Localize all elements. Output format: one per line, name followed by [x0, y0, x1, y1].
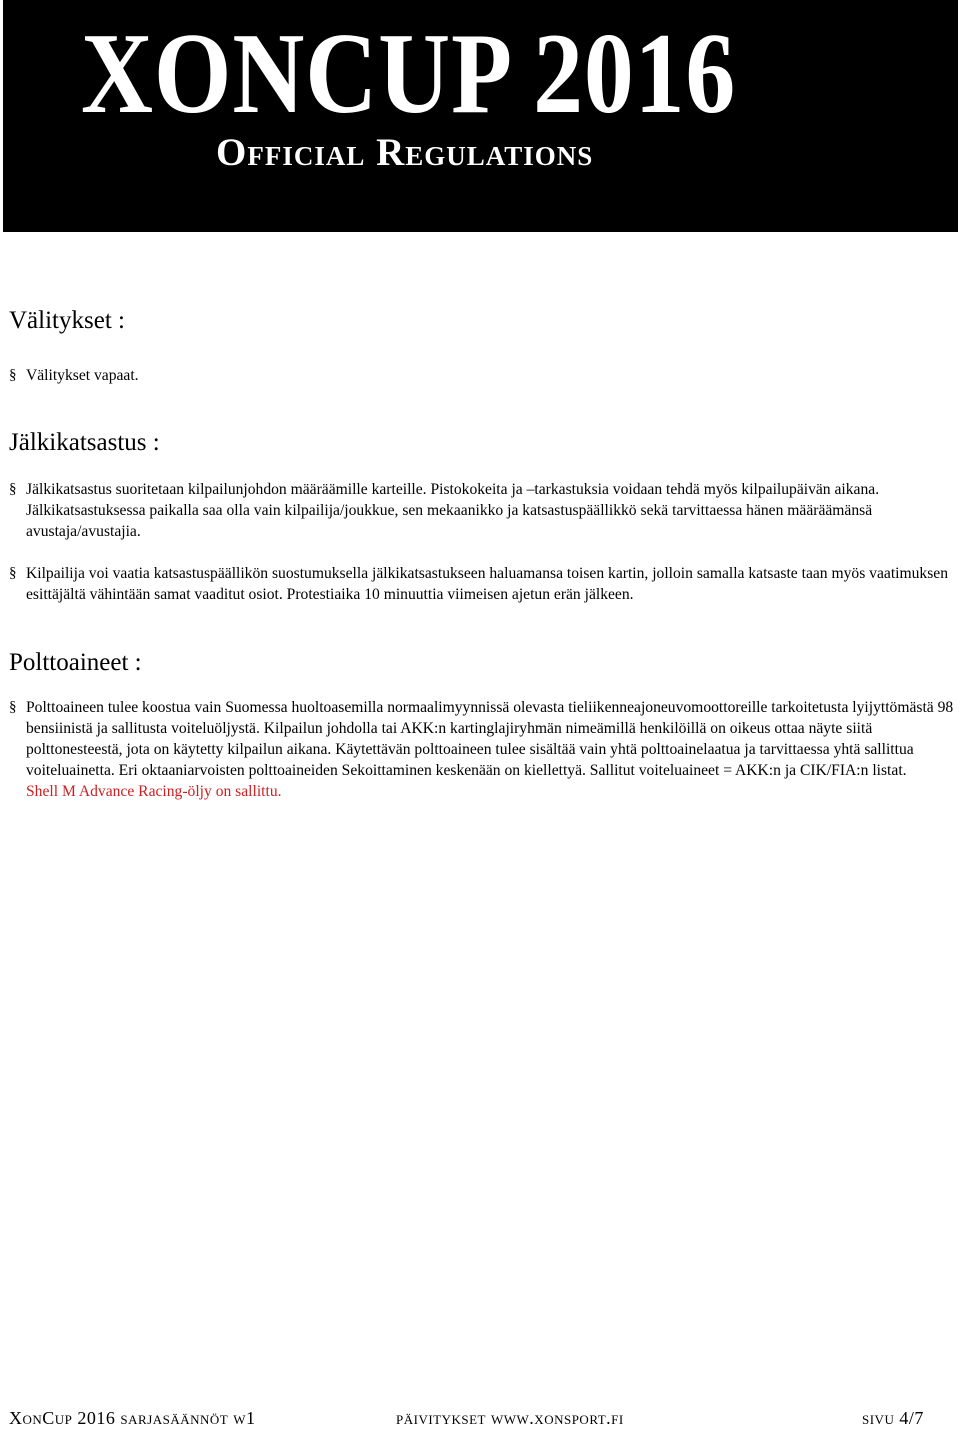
paragraph: Kilpailija voi vaatia katsastuspäällikön suostumuksella jälkikatsastukseen haluamansa toisen kartin, jolloin samalla katsaste taan myös vaatimuksen esittäjältä vähintään samat vaaditut osiot. Protestiaika 10 minuuttia viimeisen ajetun erän jälkeen.: [26, 565, 948, 603]
bullet-item: [9, 479, 954, 542]
bullet-item: [9, 697, 954, 802]
paragraph: Jälkikatsastus suoritetaan kilpailunjohdon määräämille karteille. Pistokokeita ja –tarkastuksia voidaan tehdä myös kilpailupäivän aikana. Jälkikatsastuksessa paikalla saa olla vain kilpailija/joukkue, sen mekaanikko ja katsastuspäällikkö sekä tarvittaessa hänen määräämänsä avustaja/avustajia.: [26, 481, 880, 540]
section-title-jalkikatsastus: Jälkikatsastus :: [9, 429, 160, 456]
bullet-item: [9, 365, 954, 386]
bullet-item: [9, 563, 954, 605]
section-mark-icon: §: [9, 565, 17, 581]
footer-right: sivu 4/7: [862, 1408, 924, 1428]
header-title: XONCUP 2016: [81, 10, 737, 138]
footer-left: XonCup 2016 sarjasäännöt w1: [9, 1408, 256, 1428]
section-mark-icon: §: [9, 367, 17, 383]
header-subtitle: Official Regulations: [216, 131, 594, 174]
paragraph: Välitykset vapaat.: [26, 367, 139, 384]
section-mark-icon: §: [9, 699, 17, 715]
document-header: [3, 0, 958, 232]
section-title-valitykset: Välitykset :: [9, 307, 125, 334]
section-mark-icon: §: [9, 481, 17, 497]
section-title-polttoaineet: Polttoaineet :: [9, 649, 142, 676]
footer-center: päivitykset www.xonsport.fi: [396, 1408, 624, 1428]
paragraph: Polttoaineen tulee koostua vain Suomessa huoltoasemilla normaalimyynnissä olevasta tieliikenneajoneuvomoottoreille tarkoitetusta lyijyttömästä 98 bensiinistä ja sallitusta voiteluöljystä. Kilpailun johdolla tai AKK:n kartinglajiryhmän nimeämillä henkilöillä on oikeus ottaa näyte siitä polttonesteestä, jota on käytetty kilpailun aikana. Käytettävän polttoaineen tulee sisältää vain yhtä polttoainelaatua ja tarvittaessa yhtä sallittua voiteluainetta. Eri oktaaniarvoisten polttoaineiden Sekoittaminen keskenään on kiellettyä. Sallitut voiteluaineet = AKK:n ja CIK/FIA:n listat.: [26, 699, 954, 779]
notice-text: Shell M Advance Racing-öljy on sallittu.: [26, 783, 282, 800]
